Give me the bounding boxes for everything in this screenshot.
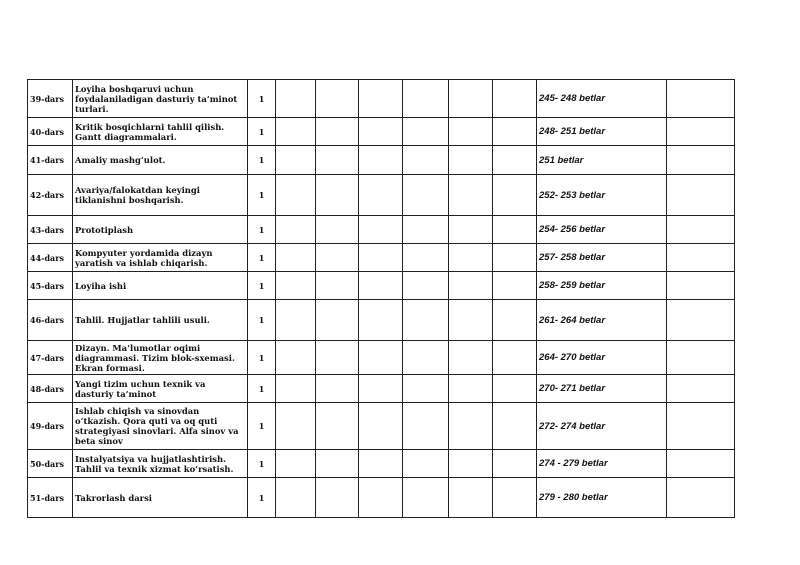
empty-cell [667, 341, 735, 375]
empty-cell [316, 175, 359, 216]
lesson-number-cell: 49-dars [28, 403, 73, 450]
empty-cell [276, 300, 316, 341]
lesson-topic-cell: Kritik bosqichlarni tahlil qilish. Gantt diagrammalari. [73, 118, 248, 146]
lesson-topic-cell: Takrorlash darsi [73, 478, 248, 518]
empty-cell [403, 272, 449, 300]
empty-cell [403, 244, 449, 272]
empty-cell [276, 216, 316, 244]
empty-cell [667, 450, 735, 478]
empty-cell [493, 80, 537, 118]
empty-cell [276, 478, 316, 518]
empty-cell [493, 272, 537, 300]
textbook-pages-cell: 245- 248 betlar [537, 80, 667, 118]
empty-cell [316, 118, 359, 146]
lesson-hours-cell: 1 [248, 146, 276, 175]
lesson-number-cell: 45-dars [28, 272, 73, 300]
empty-cell [316, 375, 359, 403]
empty-cell [316, 341, 359, 375]
empty-cell [403, 175, 449, 216]
empty-cell [449, 118, 493, 146]
empty-cell [449, 341, 493, 375]
empty-cell [667, 375, 735, 403]
empty-cell [493, 403, 537, 450]
lesson-hours-cell: 1 [248, 300, 276, 341]
empty-cell [316, 478, 359, 518]
empty-cell [276, 175, 316, 216]
empty-cell [667, 146, 735, 175]
empty-cell [276, 146, 316, 175]
empty-cell [493, 450, 537, 478]
lesson-topic-cell: Avariya/falokatdan keyingi tiklanishni boshqarish. [73, 175, 248, 216]
empty-cell [449, 272, 493, 300]
lesson-number-cell: 50-dars [28, 450, 73, 478]
textbook-pages-cell: 251 betlar [537, 146, 667, 175]
empty-cell [667, 216, 735, 244]
empty-cell [667, 403, 735, 450]
empty-cell [493, 478, 537, 518]
empty-cell [316, 216, 359, 244]
empty-cell [276, 80, 316, 118]
empty-cell [667, 300, 735, 341]
textbook-pages-cell: 261- 264 betlar [537, 300, 667, 341]
empty-cell [493, 375, 537, 403]
table-row [28, 403, 735, 450]
textbook-pages-cell: 254- 256 betlar [537, 216, 667, 244]
table-row [28, 80, 735, 118]
empty-cell [276, 341, 316, 375]
empty-cell [359, 450, 403, 478]
lesson-number-cell: 47-dars [28, 341, 73, 375]
table-row [28, 300, 735, 341]
lesson-topic-cell: Tahlil. Hujjatlar tahlili usuli. [73, 300, 248, 341]
lesson-hours-cell: 1 [248, 478, 276, 518]
table-row [28, 272, 735, 300]
lesson-topic-cell: Ishlab chiqish va sinovdan o‘tkazish. Qora quti va oq quti strategiyasi sinovlari. Alfa sinov va beta sinov [73, 403, 248, 450]
empty-cell [316, 272, 359, 300]
empty-cell [493, 244, 537, 272]
table-row [28, 341, 735, 375]
empty-cell [403, 300, 449, 341]
table-row [28, 175, 735, 216]
empty-cell [449, 175, 493, 216]
empty-cell [449, 80, 493, 118]
lesson-hours-cell: 1 [248, 216, 276, 244]
empty-cell [359, 341, 403, 375]
lesson-number-cell: 43-dars [28, 216, 73, 244]
empty-cell [403, 403, 449, 450]
textbook-pages-cell: 252- 253 betlar [537, 175, 667, 216]
empty-cell [403, 341, 449, 375]
empty-cell [667, 175, 735, 216]
empty-cell [667, 478, 735, 518]
empty-cell [493, 118, 537, 146]
empty-cell [276, 272, 316, 300]
empty-cell [403, 146, 449, 175]
empty-cell [276, 403, 316, 450]
empty-cell [493, 146, 537, 175]
lesson-topic-cell: Loyiha ishi [73, 272, 248, 300]
empty-cell [359, 300, 403, 341]
lesson-hours-cell: 1 [248, 175, 276, 216]
empty-cell [359, 80, 403, 118]
lesson-topic-cell: Kompyuter yordamida dizayn yaratish va ishlab chiqarish. [73, 244, 248, 272]
empty-cell [449, 216, 493, 244]
lesson-hours-cell: 1 [248, 403, 276, 450]
table-row [28, 146, 735, 175]
lesson-hours-cell: 1 [248, 341, 276, 375]
empty-cell [667, 272, 735, 300]
lesson-topic-cell: Instalyatsiya va hujjatlashtirish. Tahlil va texnik xizmat ko‘rsatish. [73, 450, 248, 478]
lesson-hours-cell: 1 [248, 450, 276, 478]
empty-cell [449, 146, 493, 175]
empty-cell [359, 118, 403, 146]
empty-cell [493, 300, 537, 341]
textbook-pages-cell: 258- 259 betlar [537, 272, 667, 300]
empty-cell [449, 375, 493, 403]
lesson-hours-cell: 1 [248, 272, 276, 300]
textbook-pages-cell: 248- 251 betlar [537, 118, 667, 146]
empty-cell [449, 300, 493, 341]
lesson-number-cell: 44-dars [28, 244, 73, 272]
empty-cell [449, 403, 493, 450]
empty-cell [403, 375, 449, 403]
empty-cell [667, 118, 735, 146]
empty-cell [493, 341, 537, 375]
empty-cell [316, 146, 359, 175]
table-row [28, 375, 735, 403]
textbook-pages-cell: 264- 270 betlar [537, 341, 667, 375]
empty-cell [276, 118, 316, 146]
lesson-hours-cell: 1 [248, 375, 276, 403]
empty-cell [276, 450, 316, 478]
lesson-plan-table [27, 79, 735, 518]
lesson-topic-cell: Loyiha boshqaruvi uchun foydalaniladigan dasturiy ta’minot turlari. [73, 80, 248, 118]
lesson-number-cell: 40-dars [28, 118, 73, 146]
empty-cell [316, 244, 359, 272]
lesson-number-cell: 41-dars [28, 146, 73, 175]
lesson-number-cell: 39-dars [28, 80, 73, 118]
empty-cell [316, 450, 359, 478]
empty-cell [359, 216, 403, 244]
empty-cell [276, 244, 316, 272]
textbook-pages-cell: 272- 274 betlar [537, 403, 667, 450]
empty-cell [493, 175, 537, 216]
textbook-pages-cell: 279 - 280 betlar [537, 478, 667, 518]
lesson-topic-cell: Yangi tizim uchun texnik va dasturiy ta’minot [73, 375, 248, 403]
empty-cell [403, 80, 449, 118]
empty-cell [276, 375, 316, 403]
lesson-topic-cell: Dizayn. Ma’lumotlar oqimi diagrammasi. Tizim blok-sxemasi. Ekran formasi. [73, 341, 248, 375]
table-row [28, 118, 735, 146]
lesson-number-cell: 46-dars [28, 300, 73, 341]
empty-cell [359, 375, 403, 403]
empty-cell [359, 478, 403, 518]
empty-cell [449, 450, 493, 478]
textbook-pages-cell: 257- 258 betlar [537, 244, 667, 272]
empty-cell [359, 272, 403, 300]
lesson-hours-cell: 1 [248, 80, 276, 118]
textbook-pages-cell: 270- 271 betlar [537, 375, 667, 403]
empty-cell [667, 80, 735, 118]
lesson-number-cell: 42-dars [28, 175, 73, 216]
table-row [28, 450, 735, 478]
empty-cell [403, 450, 449, 478]
lesson-number-cell: 48-dars [28, 375, 73, 403]
empty-cell [493, 216, 537, 244]
empty-cell [316, 300, 359, 341]
empty-cell [403, 118, 449, 146]
empty-cell [359, 175, 403, 216]
empty-cell [449, 478, 493, 518]
empty-cell [449, 244, 493, 272]
empty-cell [403, 216, 449, 244]
empty-cell [667, 244, 735, 272]
table-row [28, 478, 735, 518]
empty-cell [316, 403, 359, 450]
lesson-hours-cell: 1 [248, 118, 276, 146]
lesson-number-cell: 51-dars [28, 478, 73, 518]
table-row [28, 216, 735, 244]
empty-cell [403, 478, 449, 518]
empty-cell [316, 80, 359, 118]
empty-cell [359, 244, 403, 272]
table-row [28, 244, 735, 272]
lesson-hours-cell: 1 [248, 244, 276, 272]
lesson-topic-cell: Amaliy mashg‘ulot. [73, 146, 248, 175]
empty-cell [359, 146, 403, 175]
lesson-topic-cell: Prototiplash [73, 216, 248, 244]
empty-cell [359, 403, 403, 450]
textbook-pages-cell: 274 - 279 betlar [537, 450, 667, 478]
